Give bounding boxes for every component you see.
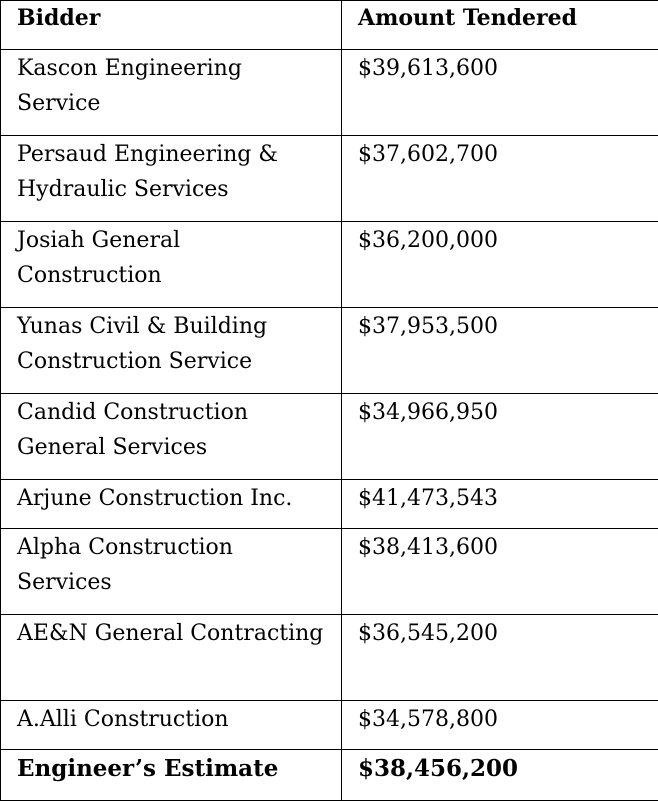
bidder-cell: Josiah General Construction (1, 222, 342, 308)
table-row (1, 222, 658, 308)
amount-cell: $39,613,600 (342, 50, 658, 136)
amount-cell: $37,602,700 (342, 136, 658, 222)
table-row (1, 701, 658, 750)
bidder-cell: Kascon Engineering Service (1, 50, 342, 136)
bidder-cell: Yunas Civil & Building Construction Service (1, 308, 342, 394)
bidder-cell: Candid Construction General Services (1, 394, 342, 480)
table-row (1, 394, 658, 480)
estimate-label: Engineer’s Estimate (1, 750, 342, 801)
table-row (1, 529, 658, 615)
estimate-amount: $38,456,200 (342, 750, 658, 801)
table-row (1, 480, 658, 529)
table-header-row (1, 1, 658, 50)
bidder-cell: A.Alli Construction (1, 701, 342, 750)
amount-cell: $34,966,950 (342, 394, 658, 480)
bidder-cell: Arjune Construction Inc. (1, 480, 342, 529)
table-row (1, 136, 658, 222)
bidder-cell: Alpha Construction Services (1, 529, 342, 615)
amount-cell: $41,473,543 (342, 480, 658, 529)
table-row (1, 615, 658, 701)
bidder-cell: Persaud Engineering & Hydraulic Services (1, 136, 342, 222)
table-row (1, 308, 658, 394)
amount-cell: $36,545,200 (342, 615, 658, 701)
amount-cell: $37,953,500 (342, 308, 658, 394)
table-row (1, 50, 658, 136)
amount-cell: $38,413,600 (342, 529, 658, 615)
header-amount-tendered: Amount Tendered (342, 1, 658, 50)
amount-cell: $34,578,800 (342, 701, 658, 750)
header-bidder: Bidder (1, 1, 342, 50)
bidder-cell: AE&N General Contracting (1, 615, 342, 701)
amount-cell: $36,200,000 (342, 222, 658, 308)
